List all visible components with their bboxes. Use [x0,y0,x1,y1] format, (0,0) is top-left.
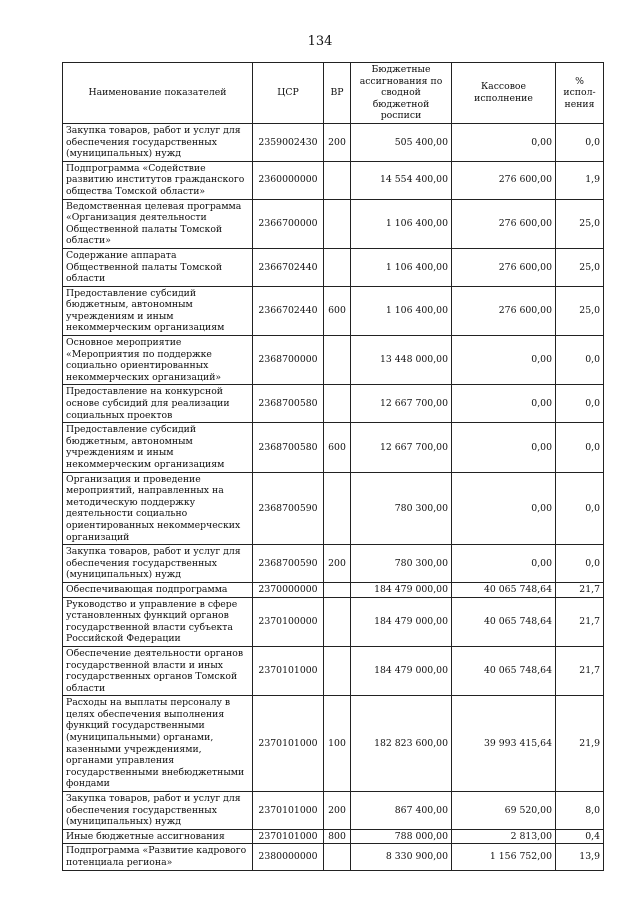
cell-name: Содержание аппарата Общественной палаты Томской области [63,248,253,286]
cell-name: Подпрограмма «Содействие развитию институтов гражданского общества Томской области» [63,161,253,199]
cell-cash: 276 600,00 [452,248,556,286]
cell-name: Основное мероприятие «Мероприятия по поддержке социально ориентированных некоммерческих организаций» [63,336,253,385]
cell-csr: 2359002430 [253,123,324,161]
cell-vr: 200 [324,792,351,830]
cell-budget: 1 106 400,00 [351,248,452,286]
cell-budget: 788 000,00 [351,829,452,844]
cell-pct: 0,4 [556,829,604,844]
cell-budget: 780 300,00 [351,472,452,545]
cell-csr: 2368700590 [253,545,324,583]
cell-vr: 800 [324,829,351,844]
cell-vr [324,582,351,597]
cell-csr: 2370101000 [253,829,324,844]
cell-pct: 0,0 [556,545,604,583]
cell-pct: 0,0 [556,385,604,423]
header-cash: Кассовое исполнение [452,63,556,124]
table-row [63,123,604,161]
cell-csr: 2380000000 [253,844,324,870]
table-row [63,646,604,695]
cell-csr: 2368700590 [253,472,324,545]
table-row [63,597,604,646]
cell-cash: 39 993 415,64 [452,696,556,792]
cell-name: Закупка товаров, работ и услуг для обеспечения государственных (муниципальных) нужд [63,123,253,161]
cell-pct: 25,0 [556,286,604,335]
cell-budget: 13 448 000,00 [351,336,452,385]
cell-cash: 276 600,00 [452,286,556,335]
table-row [63,199,604,248]
cell-name: Обеспечивающая подпрограмма [63,582,253,597]
cell-vr: 100 [324,696,351,792]
cell-cash: 1 156 752,00 [452,844,556,870]
cell-pct: 0,0 [556,423,604,472]
cell-name: Иные бюджетные ассигнования [63,829,253,844]
cell-csr: 2366700000 [253,199,324,248]
table-row [63,286,604,335]
cell-vr [324,472,351,545]
cell-csr: 2366702440 [253,286,324,335]
cell-pct: 21,7 [556,646,604,695]
cell-cash: 40 065 748,64 [452,646,556,695]
cell-budget: 12 667 700,00 [351,385,452,423]
cell-budget: 184 479 000,00 [351,582,452,597]
table-row [63,829,604,844]
cell-cash: 40 065 748,64 [452,582,556,597]
cell-name: Обеспечение деятельности органов государственной власти и иных государственных органов Томской области [63,646,253,695]
cell-cash: 0,00 [452,123,556,161]
cell-pct: 8,0 [556,792,604,830]
cell-name: Закупка товаров, работ и услуг для обеспечения государственных (муниципальных) нужд [63,792,253,830]
cell-cash: 276 600,00 [452,199,556,248]
cell-budget: 1 106 400,00 [351,199,452,248]
cell-budget: 1 106 400,00 [351,286,452,335]
cell-pct: 25,0 [556,248,604,286]
cell-csr: 2370101000 [253,792,324,830]
cell-csr: 2370100000 [253,597,324,646]
table-row [63,161,604,199]
cell-budget: 780 300,00 [351,545,452,583]
cell-vr: 600 [324,286,351,335]
cell-name: Предоставление на конкурсной основе субсидий для реализации социальных проектов [63,385,253,423]
header-vr: ВР [324,63,351,124]
table-row [63,582,604,597]
cell-budget: 505 400,00 [351,123,452,161]
cell-name: Ведомственная целевая программа «Организация деятельности Общественной палаты Томской области» [63,199,253,248]
cell-vr [324,161,351,199]
cell-name: Закупка товаров, работ и услуг для обеспечения государственных (муниципальных) нужд [63,545,253,583]
cell-pct: 25,0 [556,199,604,248]
cell-pct: 0,0 [556,123,604,161]
cell-pct: 21,7 [556,597,604,646]
cell-pct: 0,0 [556,472,604,545]
cell-vr [324,646,351,695]
cell-csr: 2370101000 [253,696,324,792]
cell-vr [324,385,351,423]
cell-name: Организация и проведение мероприятий, направленных на методическую поддержку деятельности социально ориентированных некоммерческих организаций [63,472,253,545]
cell-budget: 184 479 000,00 [351,597,452,646]
cell-cash: 2 813,00 [452,829,556,844]
cell-cash: 0,00 [452,336,556,385]
cell-vr [324,199,351,248]
cell-cash: 276 600,00 [452,161,556,199]
cell-name: Предоставление субсидий бюджетным, автономным учреждениям и иным некоммерческим организациям [63,286,253,335]
cell-budget: 184 479 000,00 [351,646,452,695]
table-row [63,336,604,385]
cell-budget: 8 330 900,00 [351,844,452,870]
cell-vr: 600 [324,423,351,472]
cell-pct: 21,7 [556,582,604,597]
table-row [63,696,604,792]
cell-cash: 69 520,00 [452,792,556,830]
cell-csr: 2370000000 [253,582,324,597]
header-csr: ЦСР [253,63,324,124]
cell-csr: 2368700580 [253,423,324,472]
table-row [63,472,604,545]
cell-budget: 12 667 700,00 [351,423,452,472]
cell-pct: 1,9 [556,161,604,199]
budget-execution-table [62,62,604,871]
table-row [63,423,604,472]
cell-vr: 200 [324,123,351,161]
header-name: Наименование показателей [63,63,253,124]
cell-vr [324,336,351,385]
cell-csr: 2370101000 [253,646,324,695]
cell-csr: 2368700000 [253,336,324,385]
cell-cash: 0,00 [452,423,556,472]
cell-pct: 13,9 [556,844,604,870]
cell-budget: 14 554 400,00 [351,161,452,199]
cell-pct: 0,0 [556,336,604,385]
cell-cash: 0,00 [452,472,556,545]
cell-cash: 0,00 [452,545,556,583]
cell-name: Предоставление субсидий бюджетным, автономным учреждениям и иным некоммерческим организациям [63,423,253,472]
table-row [63,545,604,583]
header-pct: % испол-нения [556,63,604,124]
cell-vr: 200 [324,545,351,583]
table-header-row [63,63,604,124]
cell-name: Руководство и управление в сфере установленных функций органов государственной власти субъекта Российской Федерации [63,597,253,646]
cell-pct: 21,9 [556,696,604,792]
cell-csr: 2368700580 [253,385,324,423]
cell-vr [324,248,351,286]
header-budget: Бюджетные ассигнования по сводной бюджетной росписи [351,63,452,124]
cell-budget: 182 823 600,00 [351,696,452,792]
table-row [63,248,604,286]
table-row [63,385,604,423]
page-number: 134 [307,34,333,49]
cell-cash: 0,00 [452,385,556,423]
cell-vr [324,844,351,870]
table-row [63,844,604,870]
cell-name: Подпрограмма «Развитие кадрового потенциала региона» [63,844,253,870]
cell-csr: 2360000000 [253,161,324,199]
cell-cash: 40 065 748,64 [452,597,556,646]
cell-budget: 867 400,00 [351,792,452,830]
table-row [63,792,604,830]
cell-name: Расходы на выплаты персоналу в целях обеспечения выполнения функций государственными (муниципальными) органами, казенными учреждениями, органами управления государственными внебюджетными фондами [63,696,253,792]
cell-csr: 2366702440 [253,248,324,286]
cell-vr [324,597,351,646]
